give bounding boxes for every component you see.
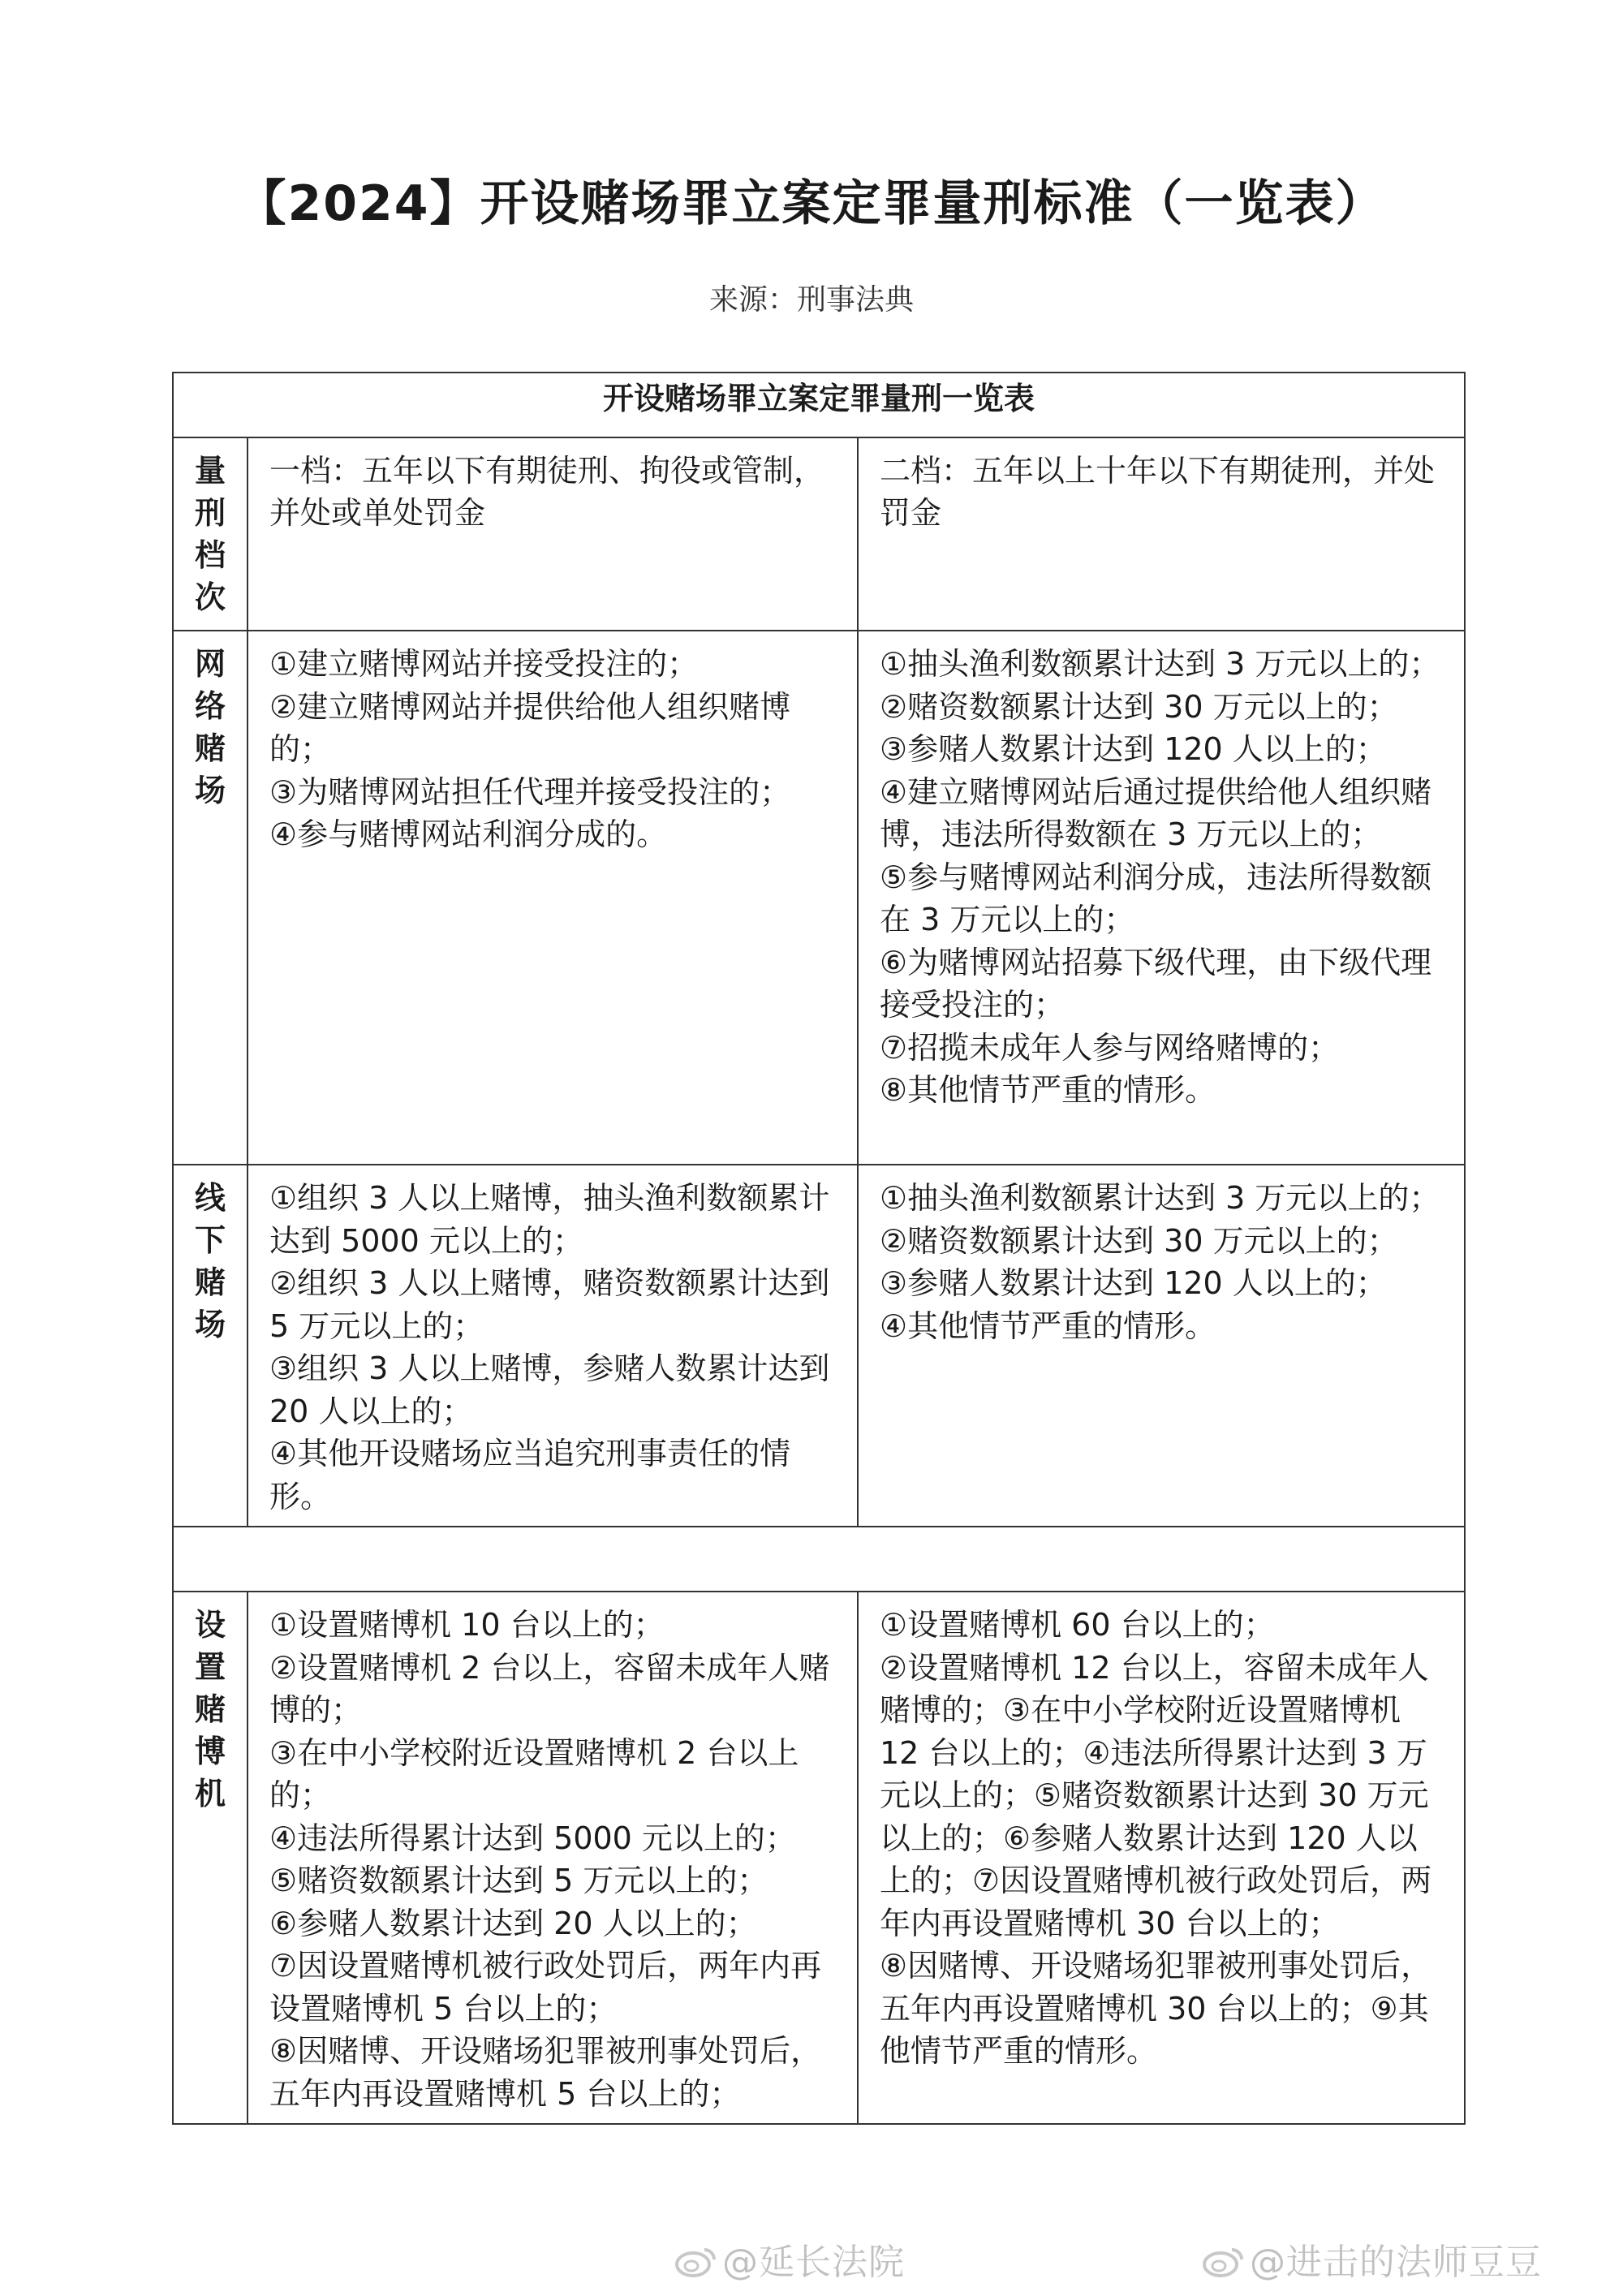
side-label-char: 次 — [194, 579, 226, 615]
side-label-char: 量 — [194, 453, 226, 489]
list-item: ⑦因设置赌博机被行政处罚后，两年内再设置赌博机 5 台以上的； — [269, 1948, 822, 2027]
list-item: ③参赌人数累计达到 120 人以上的； — [880, 1265, 1387, 1301]
table-header: 开设赌场罪立案定罪量刑一览表 — [173, 373, 1465, 437]
list-item: ②组织 3 人以上赌博，赌资数额累计达到 5 万元以上的； — [269, 1265, 830, 1344]
list-item: ①设置赌博机 60 台以上的； — [880, 1607, 1275, 1643]
list-item: ①组织 3 人以上赌博，抽头渔利数额累计达到 5000 元以上的； — [269, 1180, 830, 1259]
list-item: ⑤参与赌博网站利润分成，违法所得数额在 3 万元以上的； — [880, 859, 1432, 937]
list-item: ⑦招揽未成年人参与网络赌博的； — [880, 1029, 1340, 1066]
side-label-char: 场 — [194, 1307, 226, 1342]
list-item: ②赌资数额累计达到 30 万元以上的； — [880, 1222, 1398, 1259]
document-title: 【2024】开设赌场罪立案定罪量刑标准（一览表） — [237, 175, 1386, 232]
side-label-char: 络 — [194, 688, 226, 724]
list-item: ④其他情节严重的情形。 — [880, 1307, 1216, 1344]
list-item: ①建立赌博网站并接受投注的； — [269, 646, 699, 682]
tier1-heading: 一档：五年以下有期徒刑、拘役或管制，并处或单处罚金 — [248, 437, 858, 631]
side-label-char: 下 — [194, 1222, 226, 1258]
side-label-char: 博 — [194, 1734, 226, 1769]
side-label-char: 赌 — [194, 1264, 226, 1300]
sentencing-table — [172, 372, 1466, 2125]
gambling-machine-tier2 — [858, 1592, 1465, 2124]
side-label-char: 刑 — [194, 495, 226, 531]
list-item: ①设置赌博机 10 台以上的； — [269, 1607, 665, 1643]
offline-casino-row — [173, 1165, 1465, 1527]
list-item: ②建立赌博网站并提供给他人组织赌博的； — [269, 688, 791, 767]
list-item: ⑧因赌博、开设赌场犯罪被刑事处罚后，五年内再设置赌博机 5 台以上的； — [269, 2033, 822, 2112]
blank-row — [173, 1527, 1465, 1592]
source-line: 来源：刑事法典 — [708, 283, 914, 317]
list-item: ③组织 3 人以上赌博，参赌人数累计达到 20 人以上的； — [269, 1350, 830, 1429]
gambling-machine-row — [173, 1592, 1465, 2124]
list-item: ④参与赌博网站利润分成的。 — [269, 816, 668, 852]
watermark-right — [1201, 2240, 1542, 2285]
side-label-char: 设 — [194, 1607, 226, 1643]
weibo-logo-icon — [674, 2245, 717, 2277]
watermark-right-text: @进击的法师豆豆 — [1250, 2242, 1542, 2283]
list-item: ④违法所得累计达到 5000 元以上的； — [269, 1820, 796, 1856]
watermark-left-text: @延长法院 — [722, 2242, 905, 2283]
table-header-row — [173, 373, 1465, 437]
list-item: ⑤赌资数额累计达到 5 万元以上的； — [269, 1863, 768, 1898]
side-label-char: 网 — [194, 646, 226, 682]
list-item: ③参赌人数累计达到 120 人以上的； — [880, 731, 1387, 767]
online-casino-label — [173, 631, 248, 1165]
list-item: ②设置赌博机 12 台以上，容留未成年人赌博的；③在中小学校附近设置赌博机 12 台以上的；④违法所得累计达到 3 万元以上的；⑤赌资数额累计达到 30 万元以上的；⑥参赌人数累计达到 120 人以上的；⑦因设置赌博机被行政处罚后，两年内再设置赌博机 30 台以上的； — [880, 1649, 1432, 1941]
side-label-char: 赌 — [194, 1691, 226, 1727]
list-item: ⑥为赌博网站招募下级代理，由下级代理接受投注的； — [880, 944, 1432, 1023]
offline-casino-tier2 — [858, 1165, 1465, 1527]
side-label-char: 赌 — [194, 730, 226, 766]
online-casino-tier2 — [858, 631, 1465, 1165]
list-item: ①抽头渔利数额累计达到 3 万元以上的； — [880, 646, 1440, 682]
tier2-heading: 二档：五年以上十年以下有期徒刑，并处罚金 — [858, 437, 1465, 631]
online-casino-row — [173, 631, 1465, 1165]
blank-cell — [173, 1527, 1465, 1592]
list-item: ③在中小学校附近设置赌博机 2 台以上的； — [269, 1734, 799, 1813]
list-item: ⑧因赌博、开设赌场犯罪被刑事处罚后，五年内再设置赌博机 30 台以上的；⑨其他情节严重的情形。 — [880, 1948, 1432, 2069]
tier-row — [173, 437, 1465, 631]
side-label-char: 场 — [194, 773, 226, 808]
gambling-machine-label — [173, 1592, 248, 2124]
weibo-logo-icon — [1201, 2245, 1245, 2277]
tier-row-label — [173, 437, 248, 631]
list-item: ①抽头渔利数额累计达到 3 万元以上的； — [880, 1180, 1440, 1216]
list-item: ④建立赌博网站后通过提供给他人组织赌博，违法所得数额在 3 万元以上的； — [880, 773, 1432, 852]
offline-casino-label — [173, 1165, 248, 1527]
side-label-char: 置 — [194, 1649, 226, 1685]
side-label-char: 档 — [194, 537, 226, 573]
list-item: ③为赌博网站担任代理并接受投注的； — [269, 773, 791, 810]
watermark-left — [674, 2240, 905, 2285]
list-item: ⑥参赌人数累计达到 20 人以上的； — [269, 1905, 757, 1941]
list-item: ②设置赌博机 2 台以上，容留未成年人赌博的； — [269, 1649, 830, 1728]
list-item: ④其他开设赌场应当追究刑事责任的情形。 — [269, 1436, 791, 1514]
side-label-char: 机 — [194, 1776, 226, 1811]
gambling-machine-tier1 — [248, 1592, 858, 2124]
list-item: ②赌资数额累计达到 30 万元以上的； — [880, 688, 1398, 725]
online-casino-tier1 — [248, 631, 858, 1165]
offline-casino-tier1 — [248, 1165, 858, 1527]
side-label-char: 线 — [194, 1180, 226, 1216]
list-item: ⑧其他情节严重的情形。 — [880, 1072, 1216, 1108]
